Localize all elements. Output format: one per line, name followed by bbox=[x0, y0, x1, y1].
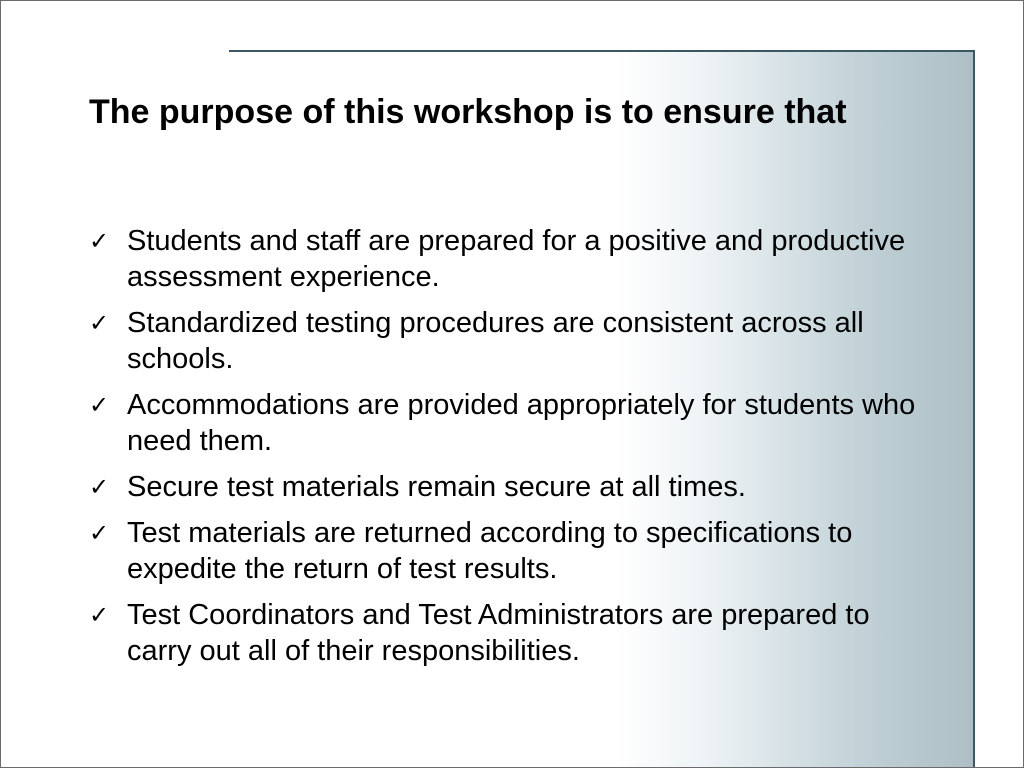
bullet-item bbox=[89, 597, 919, 669]
bullet-item bbox=[89, 387, 919, 459]
bullet-list bbox=[89, 223, 919, 679]
check-icon: ✓ bbox=[89, 601, 110, 629]
bullet-item bbox=[89, 515, 919, 587]
bullet-item bbox=[89, 469, 919, 505]
check-icon: ✓ bbox=[89, 391, 110, 419]
bullet-item bbox=[89, 223, 919, 295]
bullet-text: Test Coordinators and Test Administrators are prepared to carry out all of their responsibilities. bbox=[127, 599, 870, 667]
bullet-text: Accommodations are provided appropriately for students who need them. bbox=[127, 389, 916, 457]
check-icon: ✓ bbox=[89, 309, 110, 337]
bullet-text: Secure test materials remain secure at all times. bbox=[127, 471, 746, 503]
check-icon: ✓ bbox=[89, 519, 110, 547]
check-icon: ✓ bbox=[89, 473, 110, 501]
check-icon: ✓ bbox=[89, 227, 110, 255]
bullet-text: Test materials are returned according to specifications to expedite the return of test results. bbox=[127, 517, 853, 585]
bullet-text: Standardized testing procedures are consistent across all schools. bbox=[127, 307, 864, 375]
bullet-item bbox=[89, 305, 919, 377]
slide-title: The purpose of this workshop is to ensure that bbox=[89, 93, 847, 131]
bullet-text: Students and staff are prepared for a positive and productive assessment experience. bbox=[127, 225, 906, 293]
